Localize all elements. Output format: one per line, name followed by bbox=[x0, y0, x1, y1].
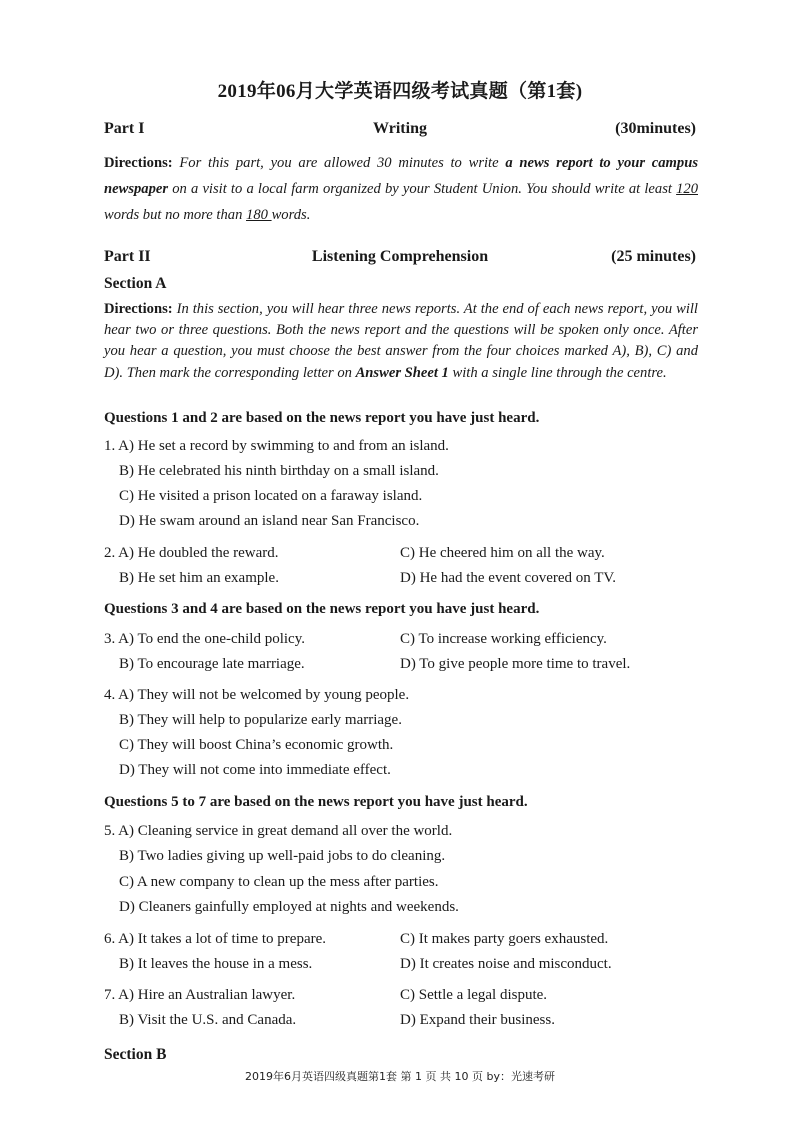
q2-option-d: D) He had the event covered on TV. bbox=[400, 570, 617, 586]
directions-text: words but no more than bbox=[104, 207, 247, 223]
page-title: 2019年06月大学英语四级考试真题（第1套) bbox=[217, 81, 583, 102]
answer-sheet-ref: Answer Sheet 1 bbox=[355, 364, 449, 381]
q1-option-d: D) He swam around an island near San Francisco. bbox=[119, 513, 420, 529]
part2-directions bbox=[104, 299, 698, 384]
q3-option-a: 3. A) To end the one-child policy. bbox=[104, 631, 305, 647]
part2-label: Part II bbox=[104, 248, 151, 265]
part1-directions bbox=[104, 150, 698, 228]
q3-option-c: C) To increase working efficiency. bbox=[400, 631, 607, 647]
q6-option-c: C) It makes party goers exhausted. bbox=[400, 931, 609, 947]
word-min: 120 bbox=[676, 181, 698, 197]
q4-option-c: C) They will boost China’s economic growth. bbox=[119, 737, 394, 753]
q6-option-a: 6. A) It takes a lot of time to prepare. bbox=[104, 931, 327, 947]
part1-name: Writing bbox=[373, 120, 427, 137]
q5-option-b: B) Two ladies giving up well-paid jobs to do cleaning. bbox=[119, 848, 446, 864]
q6-option-d: D) It creates noise and misconduct. bbox=[400, 956, 612, 972]
q1-option-a: 1. A) He set a record by swimming to and from an island. bbox=[104, 438, 449, 454]
directions-text: words. bbox=[271, 207, 311, 223]
q2-option-a: 2. A) He doubled the reward. bbox=[104, 545, 279, 561]
question-group-heading: Questions 3 and 4 are based on the news report you have just heard. bbox=[104, 601, 540, 617]
question-group-heading: Questions 5 to 7 are based on the news report you have just heard. bbox=[104, 794, 528, 810]
q5-option-a: 5. A) Cleaning service in great demand all over the world. bbox=[104, 823, 453, 839]
section-a-heading: Section A bbox=[104, 275, 167, 292]
section-b-heading: Section B bbox=[104, 1046, 167, 1063]
q7-option-b: B) Visit the U.S. and Canada. bbox=[119, 1012, 297, 1028]
directions-text: on a visit to a local farm organized by your Student Union. You should write at least bbox=[168, 181, 677, 197]
q1-option-c: C) He visited a prison located on a faraway island. bbox=[119, 488, 423, 504]
part2-name: Listening Comprehension bbox=[311, 248, 489, 265]
q7-option-d: D) Expand their business. bbox=[400, 1012, 555, 1028]
directions-text: with a single line through the centre. bbox=[448, 364, 667, 381]
part2-time: (25 minutes) bbox=[611, 248, 696, 265]
q6-option-b: B) It leaves the house in a mess. bbox=[119, 956, 313, 972]
word-max: 180 bbox=[246, 207, 272, 223]
page-footer: 2019年6月英语四级真题第1套 第 1 页 共 10 页 by：光速考研 bbox=[245, 1070, 555, 1083]
q1-option-b: B) He celebrated his ninth birthday on a small island. bbox=[119, 463, 439, 479]
directions-label: Directions: bbox=[104, 155, 173, 171]
q2-option-c: C) He cheered him on all the way. bbox=[400, 545, 605, 561]
q4-option-d: D) They will not come into immediate effect. bbox=[119, 762, 391, 778]
directions-text: In this section, you will hear three news reports. At the end of each news report, you will hear two or three questions. Both the news report and the questions will be spoken only once. After you hear a question, you must choose the best answer from the four choices marked A), B), C) and D). Then mark the corresponding letter on bbox=[104, 301, 698, 381]
part1-time: (30minutes) bbox=[615, 120, 696, 137]
part1-header bbox=[104, 120, 696, 142]
q7-option-c: C) Settle a legal dispute. bbox=[400, 987, 548, 1003]
directions-emphasis: a news report to your campus newspaper bbox=[104, 155, 699, 197]
q5-option-d: D) Cleaners gainfully employed at nights and weekends. bbox=[119, 899, 459, 915]
q4-option-b: B) They will help to popularize early marriage. bbox=[119, 712, 402, 728]
part1-label: Part I bbox=[104, 120, 145, 137]
directions-text: For this part, you are allowed 30 minutes to write bbox=[172, 155, 506, 171]
q4-option-a: 4. A) They will not be welcomed by young people. bbox=[104, 687, 410, 703]
part2-header bbox=[104, 248, 696, 270]
q7-option-a: 7. A) Hire an Australian lawyer. bbox=[104, 987, 296, 1003]
q3-option-d: D) To give people more time to travel. bbox=[400, 656, 631, 672]
q5-option-c: C) A new company to clean up the mess after parties. bbox=[119, 874, 439, 890]
q3-option-b: B) To encourage late marriage. bbox=[119, 656, 305, 672]
q2-option-b: B) He set him an example. bbox=[119, 570, 279, 586]
question-group-heading: Questions 1 and 2 are based on the news report you have just heard. bbox=[104, 410, 540, 426]
directions-label: Directions: bbox=[104, 301, 173, 317]
